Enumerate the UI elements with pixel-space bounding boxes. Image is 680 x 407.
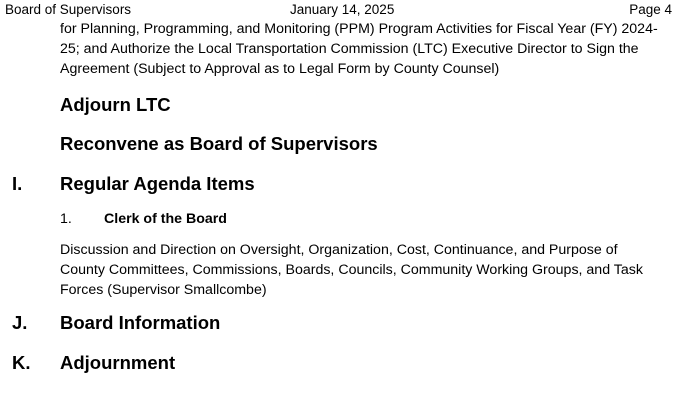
header-page-number: Page 4 [629, 2, 672, 17]
continued-item-text: for Planning, Programming, and Monitoring (PPM) Program Activities for Fiscal Year (FY) 2024-25; and Authorize the Local Transportation Commission (LTC) Executive Director to Sign the Agreement (Subject to Approval as to Legal Form by County Counsel) [60, 21, 658, 77]
header-board-name: Board of Supervisors [5, 2, 132, 17]
header-date: January 14, 2025 [290, 2, 395, 17]
heading-reconvene: Reconvene as Board of Supervisors [60, 133, 378, 154]
heading-adjourn-ltc: Adjourn LTC [60, 94, 171, 115]
section-k-letter: K. [12, 352, 31, 373]
agenda-item-number: 1. [60, 211, 72, 227]
section-j-letter: J. [12, 312, 28, 333]
page-header [0, 2, 680, 20]
agenda-item-title: Clerk of the Board [104, 211, 227, 227]
section-k-title: Adjournment [60, 352, 176, 373]
section-i-title: Regular Agenda Items [60, 173, 255, 194]
section-j-title: Board Information [60, 312, 221, 333]
section-i-letter: I. [12, 173, 23, 194]
agenda-item-description: Discussion and Direction on Oversight, Organization, Cost, Continuance, and Purpose of County Committees, Commissions, Boards, Councils, Community Working Groups, and Task Forces (Supervisor Smallcombe) [60, 242, 643, 298]
